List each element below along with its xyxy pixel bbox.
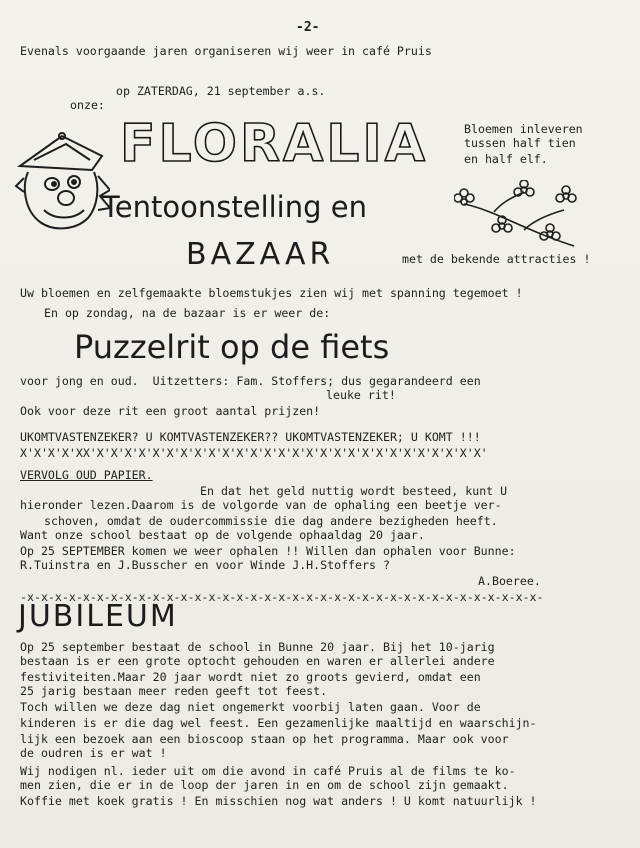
papier-line: schoven, omdat de oudercommissie die dag andere bezigheden heeft. bbox=[44, 514, 498, 528]
jubileum-line: 25 jarig bestaan meer reden geeft tot feest. bbox=[20, 684, 328, 698]
dash-divider: -x-x-x-x-x-x-x-x-x-x-x-x-x-x-x-x-x-x-x-x-x-x-x-x-x-x-x-x-x-x-x-x-x-x-x-x-x- bbox=[20, 590, 544, 604]
bloemen-line-3: en half elf. bbox=[464, 152, 548, 166]
jubileum-line: festiviteiten.Maar 20 jaar wordt niet zo groots gevierd, omdat een bbox=[20, 670, 481, 684]
jubileum-line: Toch willen we deze dag niet ongemerkt voorbij laten gaan. Voor de bbox=[20, 700, 481, 714]
jubileum-line: men zien, die er in de loop der jaren in en om de school zijn gemaakt. bbox=[20, 778, 509, 792]
jubileum-line: bestaan is er een grote optocht gehouden en waren er allerlei andere bbox=[20, 654, 495, 668]
bloemen-line-1: Bloemen inleveren bbox=[464, 122, 583, 136]
intro-line: Evenals voorgaande jaren organiseren wij weer in café Pruis bbox=[20, 44, 432, 58]
jubileum-line: lijk een bezoek aan een bioscoop staan op het programma. Maar ook voor bbox=[20, 732, 509, 746]
bloemen-line-2: tussen half tien bbox=[464, 136, 576, 150]
attracties-line: met de bekende attracties ! bbox=[402, 252, 591, 266]
papier-line: R.Tuinstra en J.Busscher en voor Winde J.H.Stoffers ? bbox=[20, 558, 390, 572]
jubileum-line: Koffie met koek gratis ! En misschien nog wat anders ! U komt natuurlijk ! bbox=[20, 794, 537, 808]
bloemstukjes-line: Uw bloemen en zelfgemaakte bloemstukjes zien wij met spanning tegemoet ! bbox=[20, 286, 523, 300]
jubileum-heading: JUBILEUM bbox=[18, 599, 178, 634]
prijzen-line: Ook voor deze rit een groot aantal prijzen! bbox=[20, 404, 321, 418]
puzzelrit-heading: Puzzelrit op de fiets bbox=[74, 328, 390, 366]
clown-face-icon bbox=[14, 126, 110, 234]
papier-line: hieronder lezen.Daarom is de volgorde van de ophaling een beetje ver- bbox=[20, 498, 502, 512]
page-number: -2- bbox=[296, 20, 320, 35]
date-line: op ZATERDAG, 21 september a.s. bbox=[116, 84, 326, 98]
jong-oud-line: voor jong en oud. Uitzetters: Fam. Stoffers; dus gegarandeerd een bbox=[20, 374, 481, 388]
flower-sprig-icon bbox=[454, 180, 594, 250]
jubileum-line: Op 25 september bestaat de school in Bunne 20 jaar. Bij het 10-jarig bbox=[20, 640, 495, 654]
onze-label: onze: bbox=[70, 98, 105, 112]
jubileum-line: kinderen is er die dag wel feest. Een gezamenlijke maaltijd en waarschijn- bbox=[20, 716, 537, 730]
tentoonstelling-heading: Tentoonstelling en bbox=[102, 190, 367, 224]
x-divider: X'X'X'X'XX'X'X'X'X'X'X'X'X'X'X'X'X'X'X'X'X'X'X'X'X'X'X'X'X'X'X'X'X' bbox=[20, 446, 488, 460]
bazaar-heading: BAZAAR bbox=[186, 237, 335, 272]
zondag-line: En op zondag, na de bazaar is er weer de: bbox=[44, 306, 331, 320]
vervolg-heading: VERVOLG OUD PAPIER. bbox=[20, 468, 153, 482]
signature: A.Boeree. bbox=[478, 574, 541, 588]
floralia-title: FLORALIA bbox=[120, 114, 429, 174]
papier-line: Want onze school bestaat op de volgende ophaaldag 20 jaar. bbox=[20, 528, 425, 542]
leuke-rit-line: leuke rit! bbox=[326, 388, 396, 402]
jubileum-line: de oudren is er wat ! bbox=[20, 746, 167, 760]
papier-line: Op 25 SEPTEMBER komen we weer ophalen !! Willen dan ophalen voor Bunne: bbox=[20, 544, 516, 558]
komt-line: UKOMTVASTENZEKER? U KOMTVASTENZEKER?? UKOMTVASTENZEKER; U KOMT !!! bbox=[20, 430, 481, 444]
papier-line: En dat het geld nuttig wordt besteed, kunt U bbox=[200, 484, 508, 498]
jubileum-line: Wij nodigen nl. ieder uit om die avond in café Pruis al de films te ko- bbox=[20, 764, 516, 778]
